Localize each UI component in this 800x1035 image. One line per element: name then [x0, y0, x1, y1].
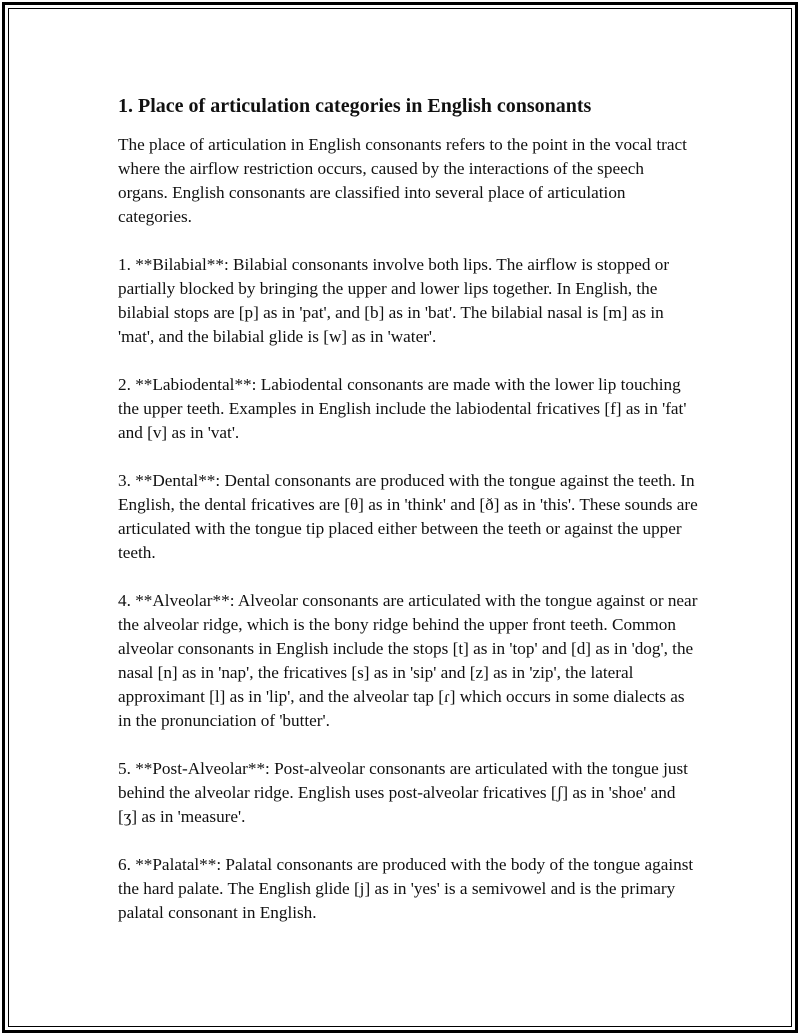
intro-paragraph: The place of articulation in English consonants refers to the point in the vocal tract where the airflow restriction occurs, caused by the interactions of the speech organs. English consonants are classified into several place of articulation categories.: [118, 135, 687, 226]
document-title: 1. Place of articulation categories in English consonants: [118, 95, 592, 117]
labiodental-paragraph: 2. **Labiodental**: Labiodental consonants are made with the lower lip touching the upper teeth. Examples in English include the labiodental fricatives [f] as in 'fat' and [v] as in 'vat'.: [118, 375, 687, 442]
document-body: [118, 92, 698, 949]
palatal-paragraph: 6. **Palatal**: Palatal consonants are produced with the body of the tongue against the hard palate. The English glide [j] as in 'yes' is a semivowel and is the primary palatal consonant in English.: [118, 855, 694, 922]
post-alveolar-paragraph: 5. **Post-Alveolar**: Post-alveolar consonants are articulated with the tongue just behind the alveolar ridge. English uses post-alveolar fricatives [ʃ] as in 'shoe' and [ʒ] as in 'measure'.: [118, 759, 688, 826]
bilabial-paragraph: 1. **Bilabial**: Bilabial consonants involve both lips. The airflow is stopped or partially blocked by bringing the upper and lower lips together. In English, the bilabial stops are [p] as in 'pat', and [b] as in 'bat'. The bilabial nasal is [m] as in 'mat', and the bilabial glide is [w] as in 'water'.: [118, 255, 670, 346]
alveolar-paragraph: 4. **Alveolar**: Alveolar consonants are articulated with the tongue against or near the alveolar ridge, which is the bony ridge behind the upper front teeth. Common alveolar consonants in English include the stops [t] as in 'top' and [d] as in 'dog', the nasal [n] as in 'nap', the fricatives [s] as in 'sip' and [z] as in 'zip', the lateral approximant [l] as in 'lip', and the alveolar tap [ɾ] which occurs in some dialects as in the pronunciation of 'butter'.: [118, 591, 698, 730]
dental-paragraph: 3. **Dental**: Dental consonants are produced with the tongue against the teeth. In English, the dental fricatives are [θ] as in 'think' and [ð] as in 'this'. These sounds are articulated with the tongue tip placed either between the teeth or against the upper teeth.: [118, 471, 698, 562]
